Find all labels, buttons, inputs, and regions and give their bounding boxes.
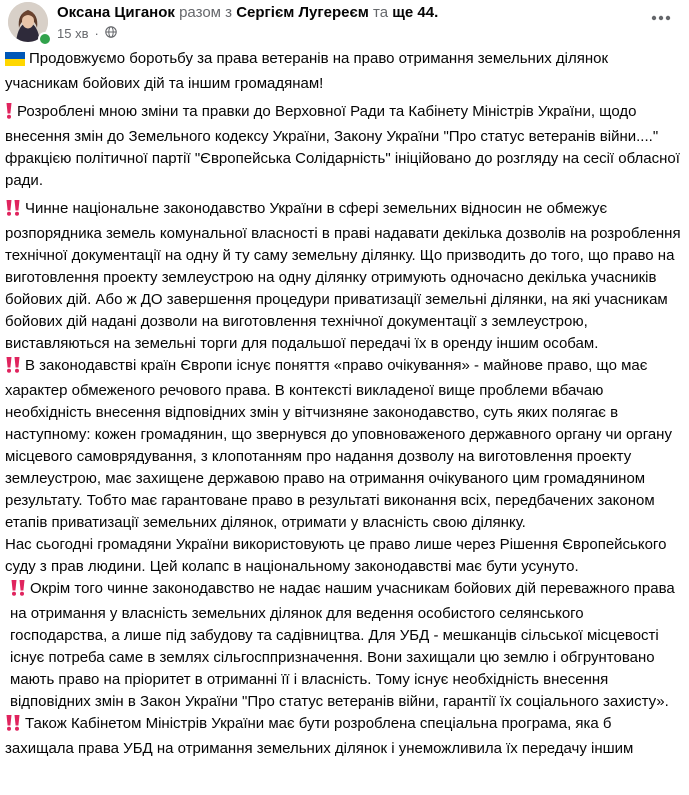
paragraph-text: В законодавстві країн Європи існує поняття «право очікування» - майнове право, що має характер обмеженого речового права. В контексті викладеної вище проблеми вбачаю необхідність внесення відповідних змін у вітчизняне законодавство, суть яких полягає в наступному: кожен громадянин, що звернувся до уповноваженого державного органу чи органу місцевого самоврядування, з клопотанням про надання дозволу на виготовлення проекту землеустрою, має захищене державою право на отримання очікуваного цим громадянином результату. Тобто має гарантоване право в результаті виконання всіх, передбачених законом етапів приватизації земельних ділянок, отримати у власність свою ділянку. xyxy=(5,357,672,531)
red-exclamation-icon xyxy=(5,103,13,126)
post-body xyxy=(5,48,681,760)
post-time[interactable]: 15 хв xyxy=(57,26,89,41)
post-paragraph xyxy=(5,355,681,534)
and-text: та xyxy=(373,4,389,21)
post-paragraph xyxy=(5,101,681,192)
more-options-button[interactable] xyxy=(647,8,675,28)
double-exclamation-icon xyxy=(10,580,26,603)
post-header xyxy=(0,0,689,46)
more-options-icon xyxy=(651,15,671,21)
paragraph-text: Розроблені мною зміни та правки до Верховної Ради та Кабінету Міністрів України, щодо внесення змін до Земельного кодексу України, Закону України "Про статус ветеранів війни...." фракцією політичної партії "Європейська Солідарність" ініційовано до розгляду на сесії обласної ради. xyxy=(5,103,680,189)
paragraph-text: Нас сьогодні громадяни України використовують це право лише через Рішення Європейського суду з прав людини. Цей колапс в національному законодавстві має бути усунуто. xyxy=(5,536,667,575)
tagged-person-link[interactable]: Сергієм Лугереєм xyxy=(236,4,369,21)
online-status-dot xyxy=(38,32,52,46)
with-text: разом з xyxy=(179,4,233,21)
period: . xyxy=(434,4,439,21)
ukraine-flag-icon xyxy=(5,51,25,73)
globe-icon[interactable] xyxy=(105,26,117,42)
double-exclamation-icon xyxy=(5,357,21,380)
tagged-others-link[interactable]: ще 44 xyxy=(392,4,435,21)
post-paragraph xyxy=(5,198,681,355)
double-exclamation-icon xyxy=(5,200,21,223)
author-name[interactable]: Оксана Циганок xyxy=(57,4,175,21)
post-paragraph xyxy=(5,48,681,95)
post-paragraph xyxy=(5,534,681,578)
paragraph-text: Продовжуємо боротьбу за права ветеранів на право отримання земельних ділянок учасникам бойових дій та іншим громадянам! xyxy=(5,50,609,92)
author-line xyxy=(57,3,629,22)
post-paragraph xyxy=(5,713,681,760)
meta-separator: · xyxy=(94,26,99,41)
double-exclamation-icon xyxy=(5,715,21,738)
paragraph-text: Чинне національне законодавство України в сфері земельних відносин не обмежує розпорядника земель комунальної власності в праві надавати декілька дозволів на розроблення технічної документації на одну й ту саму земельну ділянку. Що призводить до того, що право на виготовлення проекту землеустрою на одну ділянку отримують одночасно декілька учасників бойових дій. Або ж ДО завершення процедури приватизації земельні ділянки, на які учасникам бойових дій надані дозволи на виготовлення технічної документації з землеустрою, виставляються на земельні торги для подальшої передачі їх в оренду іншим особам. xyxy=(5,200,681,352)
paragraph-text: Також Кабінетом Міністрів України має бути розроблена спеціальна програма, яка б захищала права УБД на отримання земельних ділянок і унеможливила їх передачу іншим xyxy=(5,715,634,757)
post-meta xyxy=(57,26,117,42)
paragraph-text: Окрім того чинне законодавство не надає нашим учасникам бойових дій переважного права на отримання у власність земельних ділянок для ведення особистого селянського господарства, а лише під забудову та садівництва. Для УБД - мешканців сільської місцевості існує потреба саме в землях сільгосппризначення. Вони захищали цю землю і обгрунтовано мають право на пріоритет в отриманні її і власність. Тому існує необхідність внесення відповідних змін в Закон України "Про статус ветеранів війни, гарантії їх соціального захисту». xyxy=(10,580,675,710)
post-paragraph xyxy=(5,578,681,713)
